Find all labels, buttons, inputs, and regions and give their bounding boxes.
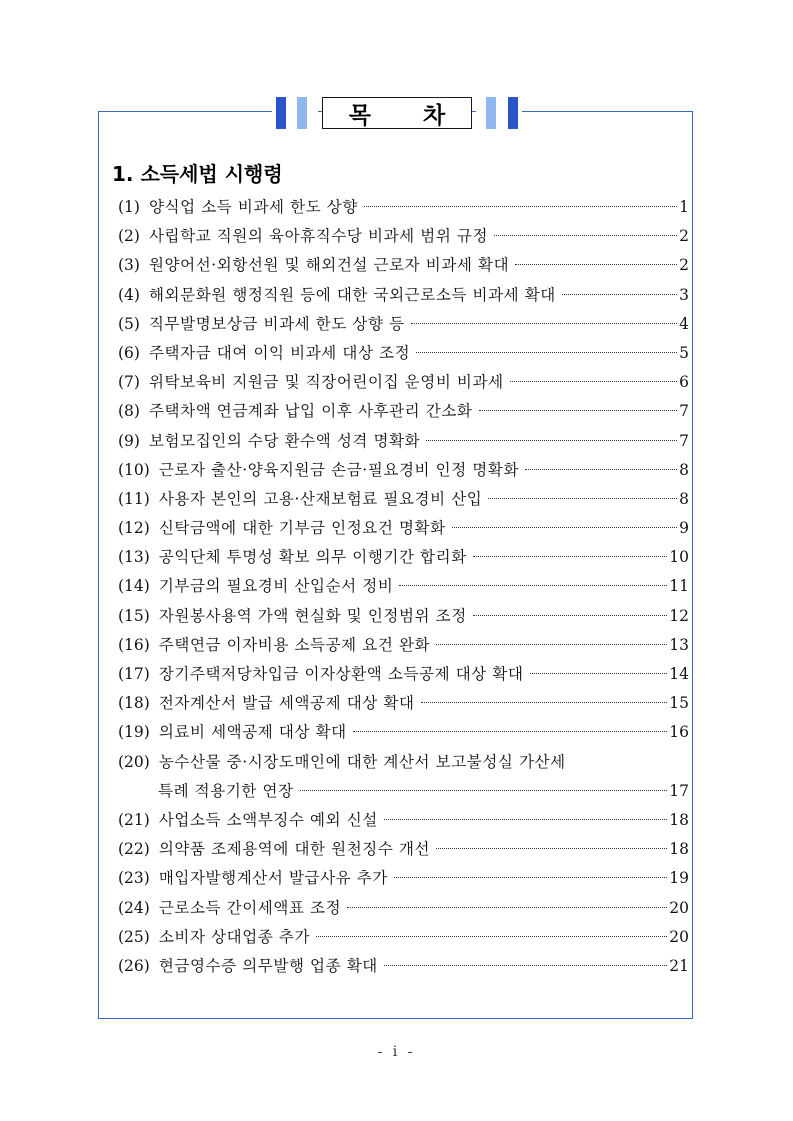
toc-entry-page: 7 — [679, 402, 689, 421]
toc-leader-dots — [473, 556, 667, 557]
toc-leader-dots — [426, 440, 677, 441]
toc-entry-page: 3 — [679, 285, 689, 304]
toc-entry[interactable] — [118, 310, 693, 339]
toc-entry-page: 2 — [679, 256, 689, 275]
toc-entry-number: (14) — [118, 577, 150, 596]
toc-entry-title: 주택자금 대여 이익 비과세 대상 조정 — [148, 343, 411, 362]
toc-entry[interactable] — [118, 251, 693, 280]
toc-entry[interactable] — [118, 952, 693, 981]
toc-leader-dots — [416, 352, 677, 353]
toc-entry-page: 18 — [669, 840, 689, 859]
section-heading: 1. 소득세법 시행령 — [112, 162, 283, 186]
toc-entry[interactable] — [118, 894, 693, 923]
toc-entry-title: 해외문화원 행정직원 등에 대한 국외근로소득 비과세 확대 — [148, 285, 556, 304]
title-box — [322, 97, 472, 129]
toc-entry-page: 19 — [669, 869, 689, 888]
toc-entry-title: 전자계산서 발급 세액공제 대상 확대 — [158, 694, 415, 713]
toc-leader-dots — [510, 381, 677, 382]
toc-entry-number: (25) — [118, 927, 150, 946]
toc-entry-title: 사립학교 직원의 육아휴직수당 비과세 범위 규정 — [148, 227, 489, 246]
toc-entry-title: 농수산물 중·시장도매인에 대한 계산서 보고불성실 가산세 — [158, 752, 566, 771]
toc-entry-page: 9 — [679, 519, 689, 538]
toc-entry-number: (20) — [118, 752, 150, 771]
toc-list — [118, 193, 693, 981]
toc-leader-dots — [525, 469, 677, 470]
toc-entry-page: 20 — [669, 927, 689, 946]
toc-entry-title: 매입자발행계산서 발급사유 추가 — [158, 869, 388, 888]
toc-entry-number: (13) — [118, 548, 150, 567]
toc-entry-title: 자원봉사용역 가액 현실화 및 인정범위 조정 — [158, 606, 467, 625]
toc-entry-page: 10 — [669, 548, 689, 567]
toc-entry-number: (16) — [118, 635, 150, 654]
toc-entry-number: (26) — [118, 956, 150, 975]
header-bar-left-dark — [276, 97, 286, 129]
toc-entry-title: 신탁금액에 대한 기부금 인정요건 명확화 — [158, 519, 446, 538]
toc-entry[interactable] — [118, 427, 693, 456]
toc-leader-dots — [452, 527, 677, 528]
page-number: - i - — [377, 1044, 416, 1060]
toc-entry-title: 근로소득 간이세액표 조정 — [158, 898, 342, 917]
toc-entry-number: (12) — [118, 519, 150, 538]
toc-leader-dots — [530, 673, 668, 674]
toc-entry-number: (5) — [118, 314, 140, 333]
toc-entry-number: (24) — [118, 898, 150, 917]
toc-entry-title-continued: 특례 적용기한 연장 — [158, 781, 294, 800]
toc-entry-number: (1) — [118, 198, 140, 216]
toc-entry[interactable] — [118, 806, 693, 835]
toc-leader-dots — [384, 965, 667, 966]
toc-entry-page: 5 — [679, 343, 689, 362]
toc-entry-page: 6 — [679, 373, 689, 392]
toc-entry-page: 15 — [669, 694, 689, 713]
toc-entry-page: 8 — [679, 460, 689, 479]
toc-leader-dots — [436, 644, 667, 645]
toc-leader-dots — [488, 498, 677, 499]
toc-entry[interactable] — [118, 660, 693, 689]
toc-leader-dots — [436, 848, 667, 849]
toc-entry[interactable] — [118, 602, 693, 631]
toc-entry-page: 21 — [669, 956, 689, 975]
toc-entry[interactable] — [118, 193, 693, 222]
toc-leader-dots — [316, 936, 667, 937]
toc-entry-page: 16 — [669, 723, 689, 742]
toc-entry[interactable] — [118, 339, 693, 368]
toc-entry-title: 위탁보육비 지원금 및 직장어린이집 운영비 비과세 — [148, 373, 504, 392]
toc-entry-page: 7 — [679, 431, 689, 450]
toc-entry-page: 20 — [669, 898, 689, 917]
toc-entry-number: (7) — [118, 373, 140, 392]
toc-leader-dots — [353, 731, 668, 732]
toc-entry-title: 양식업 소득 비과세 한도 상향 — [148, 198, 358, 216]
toc-entry-title: 의약품 조제용역에 대한 원천징수 개선 — [158, 840, 431, 859]
toc-entry-number: (19) — [118, 723, 150, 742]
toc-entry[interactable] — [118, 864, 693, 893]
toc-leader-dots — [494, 235, 677, 236]
toc-entry[interactable] — [118, 368, 693, 397]
toc-entry-number: (15) — [118, 606, 150, 625]
toc-entry-number: (9) — [118, 431, 140, 450]
header-bar-right-dark — [508, 97, 518, 129]
toc-entry[interactable] — [118, 222, 693, 251]
toc-entry-title: 기부금의 필요경비 산입순서 정비 — [158, 577, 394, 596]
toc-entry-number: (23) — [118, 869, 150, 888]
toc-entry-number: (3) — [118, 256, 140, 275]
toc-entry-page: 18 — [669, 810, 689, 829]
toc-entry-number: (10) — [118, 460, 150, 479]
toc-entry-page: 8 — [679, 489, 689, 508]
toc-entry-title: 주택차액 연금계좌 납입 이후 사후관리 간소화 — [148, 402, 473, 421]
toc-entry-number: (8) — [118, 402, 140, 421]
header-bar-left-light — [297, 97, 307, 129]
toc-entry[interactable] — [118, 923, 693, 952]
toc-entry-title: 사용자 본인의 고용·산재보험료 필요경비 산입 — [158, 489, 483, 508]
toc-entry-title: 직무발명보상금 비과세 한도 상향 등 — [148, 314, 405, 333]
toc-entry-page: 12 — [669, 606, 689, 625]
header-bar-right-light — [486, 97, 496, 129]
toc-leader-dots — [411, 323, 677, 324]
toc-entry[interactable] — [118, 485, 693, 514]
toc-entry-title: 원양어선·외항선원 및 해외건설 근로자 비과세 확대 — [148, 256, 510, 275]
toc-leader-dots — [394, 877, 667, 878]
toc-entry[interactable] — [118, 514, 693, 543]
toc-entry-page: 13 — [669, 635, 689, 654]
toc-entry-number: (17) — [118, 665, 150, 683]
toc-leader-dots — [384, 819, 667, 820]
toc-entry[interactable] — [118, 689, 693, 718]
toc-entry-title: 주택연금 이자비용 소득공제 요건 완화 — [158, 635, 431, 654]
toc-entry-title: 현금영수증 의무발행 업종 확대 — [158, 956, 378, 975]
toc-header — [0, 97, 793, 129]
toc-entry-number: (22) — [118, 840, 150, 859]
toc-entry-title: 장기주택저당차입금 이자상환액 소득공제 대상 확대 — [158, 665, 524, 683]
toc-entry-page: 2 — [679, 227, 689, 246]
toc-entry[interactable] — [118, 397, 693, 426]
toc-entry-title: 소비자 상대업종 추가 — [158, 927, 311, 946]
toc-entry[interactable] — [118, 456, 693, 485]
toc-leader-dots — [300, 790, 668, 791]
toc-entry-number: (18) — [118, 694, 150, 713]
toc-entry-page: 17 — [669, 781, 689, 800]
toc-entry[interactable] — [118, 718, 693, 747]
toc-leader-dots — [515, 264, 677, 265]
toc-entry-page: 11 — [669, 577, 689, 596]
toc-leader-dots — [421, 702, 668, 703]
toc-entry-number: (4) — [118, 285, 140, 304]
toc-entry-number: (21) — [118, 810, 150, 829]
toc-leader-dots — [479, 410, 678, 411]
toc-entry-number: (2) — [118, 227, 140, 246]
toc-leader-dots — [473, 615, 667, 616]
toc-leader-dots — [347, 907, 667, 908]
toc-entry[interactable] — [118, 281, 693, 310]
toc-entry[interactable] — [118, 572, 693, 601]
toc-entry-number: (6) — [118, 343, 140, 362]
toc-entry-title: 사업소득 소액부징수 예외 신설 — [158, 810, 378, 829]
toc-leader-dots — [364, 206, 677, 207]
toc-entry-title: 보험모집인의 수당 환수액 성격 명확화 — [148, 431, 421, 450]
toc-entry-title: 근로자 출산·양육지원금 손금·필요경비 인정 명확화 — [158, 460, 520, 479]
toc-entry-page: 14 — [669, 665, 689, 683]
toc-entry-number: (11) — [118, 489, 150, 508]
toc-entry[interactable] — [118, 543, 693, 572]
page-title: 목 차 — [348, 102, 468, 129]
toc-entry-page: 1 — [679, 198, 689, 216]
toc-entry-title: 의료비 세액공제 대상 확대 — [158, 723, 347, 742]
toc-leader-dots — [399, 585, 667, 586]
toc-entry[interactable] — [118, 835, 693, 864]
toc-entry[interactable] — [118, 748, 693, 806]
toc-leader-dots — [562, 294, 677, 295]
toc-entry-title: 공익단체 투명성 확보 의무 이행기간 합리화 — [158, 548, 467, 567]
toc-entry-page: 4 — [679, 314, 689, 333]
toc-entry[interactable] — [118, 631, 693, 660]
